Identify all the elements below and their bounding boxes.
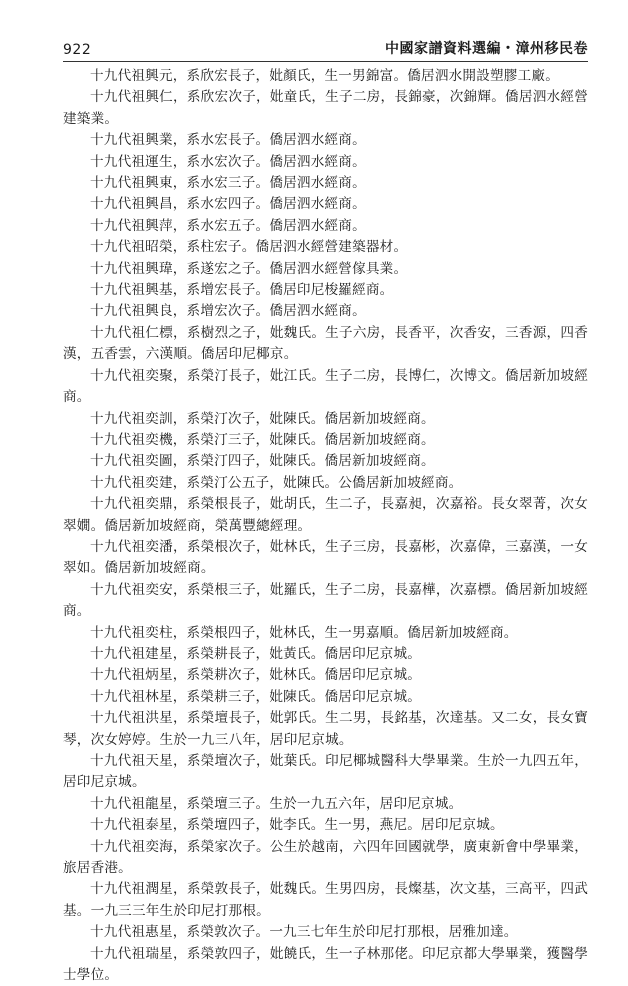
genealogy-entry: 十九代祖瑞星，系榮敦四子，妣饒氏，生一子林那佬。印尼京都大學畢業，獲醫學士學位。 (63, 945, 588, 984)
genealogy-entry: 十九代祖炳星，系榮耕次子，妣林氏。僑居印尼京城。 (90, 667, 422, 684)
body-text (63, 66, 588, 986)
genealogy-entry: 十九代祖興基，系增宏長子。僑居印尼梭羅經商。 (90, 282, 394, 299)
page-number: 922 (63, 42, 92, 58)
genealogy-entry: 十九代祖奕聚，系榮汀長子，妣江氏。生子二房，長博仁，次博文。僑居新加坡經商。 (63, 367, 588, 406)
genealogy-entry: 十九代祖洪星，系榮壇長子，妣郭氏。生二男，長銘基，次達基。又二女，長女寶琴，次女婷婷。生於一九三八年，居印尼京城。 (63, 710, 588, 748)
genealogy-entry: 十九代祖奕圖，系榮汀四子，妣陳氏。僑居新加坡經商。 (90, 453, 435, 470)
genealogy-entry: 十九代祖奕海，系榮家次子。公生於越南，六四年回國就學，廣東新會中學畢業，旅居香港。 (63, 838, 588, 877)
genealogy-entry: 十九代祖興業，系水宏長子。僑居泗水經商。 (90, 132, 366, 149)
genealogy-entry: 十九代祖興仁，系欣宏次子，妣童氏，生子二房，長錦豪，次錦輝。僑居泗水經營建築業。 (63, 89, 588, 127)
genealogy-entry: 十九代祖興瑋，系遂宏之子。僑居泗水經營傢具業。 (90, 260, 408, 277)
genealogy-entry: 十九代祖奕潘，系榮根次子，妣林氏，生子三房，長嘉彬，次嘉偉，三嘉漢，一女翠如。僑居新加坡經商。 (63, 538, 588, 577)
genealogy-entry: 十九代祖興良，系增宏次子。僑居泗水經商。 (90, 303, 366, 320)
genealogy-entry: 十九代祖奕建，系榮汀公五子，妣陳氏。公僑居新加坡經商。 (90, 474, 463, 491)
genealogy-entry: 十九代祖運生，系水宏次子。僑居泗水經商。 (90, 153, 366, 170)
header-rule (63, 61, 588, 62)
genealogy-entry: 十九代祖建星，系榮耕長子，妣黃氏。僑居印尼京城。 (90, 645, 422, 662)
page-header (63, 36, 588, 58)
genealogy-entry: 十九代祖奕鼎，系榮根長子，妣胡氏，生二子，長嘉昶，次嘉裕。長女翠菁，次女翠嫺。僑居新加坡經商，榮萬豐總經理。 (63, 496, 588, 534)
genealogy-entry: 十九代祖昭榮，系柱宏子。僑居泗水經營建築器材。 (90, 239, 408, 256)
genealogy-entry: 十九代祖仁標，系樹烈之子，妣魏氏。生子六房，長香平，次香安，三香源，四香漢，五香雲，六漢順。僑居印尼椰京。 (63, 324, 588, 363)
genealogy-entry: 十九代祖興昌，系水宏四子。僑居泗水經商。 (90, 196, 366, 213)
genealogy-entry: 十九代祖林星，系榮耕三子，妣陳氏。僑居印尼京城。 (90, 688, 422, 705)
genealogy-entry: 十九代祖興元，系欣宏長子，妣顏氏，生一男錦富。僑居泗水開設塑膠工廠。 (90, 68, 559, 84)
genealogy-entry: 十九代祖奕機，系榮汀三子，妣陳氏。僑居新加坡經商。 (90, 431, 435, 448)
genealogy-entry: 十九代祖奕安，系榮根三子，妣羅氏，生子二房，長嘉樺，次嘉標。僑居新加坡經商。 (63, 581, 588, 620)
genealogy-entry: 十九代祖奕訓，系榮汀次子，妣陳氏。僑居新加坡經商。 (90, 410, 435, 427)
running-title: 中國家譜資料選編・漳州移民卷 (385, 41, 588, 57)
genealogy-entry: 十九代祖天星，系榮壇次子，妣葉氏。印尼椰城醫科大學畢業。生於一九四五年，居印尼京城。 (63, 753, 588, 791)
genealogy-entry: 十九代祖興東，系水宏三子。僑居泗水經商。 (90, 175, 366, 192)
genealogy-entry: 十九代祖興萍，系水宏五子。僑居泗水經商。 (90, 217, 366, 234)
genealogy-entry: 十九代祖潤星，系榮敦長子，妣魏氏。生男四房，長燦基，次文基，三高平，四武基。一九三三年生於印尼打那根。 (63, 881, 588, 919)
genealogy-entry: 十九代祖龍星，系榮壇三子。生於一九五六年，居印尼京城。 (90, 795, 463, 812)
genealogy-entry: 十九代祖奕柱，系榮根四子，妣林氏，生一男嘉順。僑居新加坡經商。 (90, 624, 518, 641)
genealogy-entry: 十九代祖惠星，系榮敦次子。一九三七年生於印尼打那根，居雅加達。 (90, 924, 518, 941)
genealogy-entry: 十九代祖泰星，系榮壇四子，妣李氏。生一男，燕尼。居印尼京城。 (90, 817, 504, 834)
